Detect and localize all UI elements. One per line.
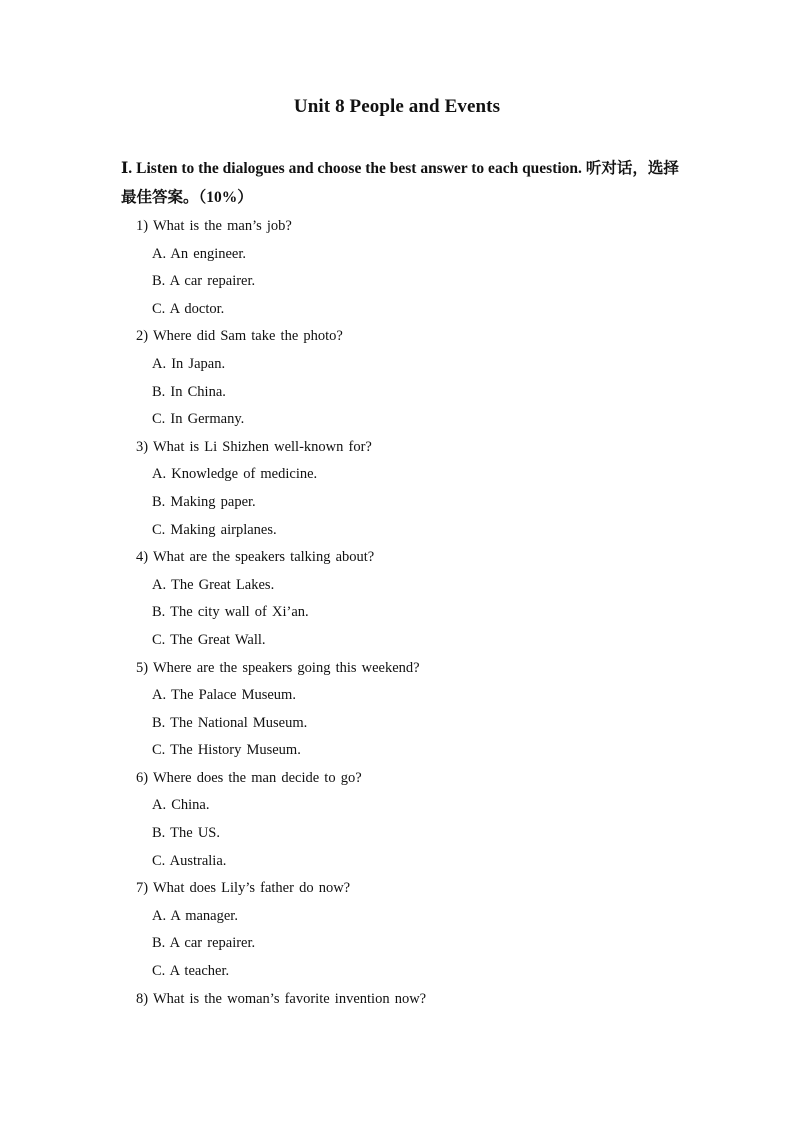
question-6-option-c: C. Australia. <box>152 852 227 869</box>
question-6-option-a: A. China. <box>152 797 210 814</box>
question-4-option-b: B. The city wall of Xi’an. <box>152 604 309 621</box>
instruction-chinese: 听对话，选择最佳答案。（10%） <box>121 160 679 206</box>
question-3-option-a: A. Knowledge of medicine. <box>152 466 318 483</box>
instruction-english: Listen to the dialogues and choose the best answer to each question. <box>136 160 582 177</box>
question-4: 4) What are the speakers talking about? <box>136 549 375 566</box>
question-5-option-a: A. The Palace Museum. <box>152 687 296 704</box>
question-5: 5) Where are the speakers going this weekend? <box>136 659 420 676</box>
question-list <box>136 213 696 1013</box>
question-7: 7) What does Lily’s father do now? <box>136 880 351 897</box>
question-1-option-a: A. An engineer. <box>152 245 247 262</box>
question-5-option-b: B. The National Museum. <box>152 714 308 731</box>
section-instruction <box>121 154 681 212</box>
question-2-option-b: B. In China. <box>152 383 226 400</box>
question-2: 2) Where did Sam take the photo? <box>136 328 343 345</box>
question-7-option-a: A. A manager. <box>152 907 238 924</box>
question-5-option-c: C. The History Museum. <box>152 742 301 759</box>
question-2-option-c: C. In Germany. <box>152 411 245 428</box>
question-3-option-c: C. Making airplanes. <box>152 521 277 538</box>
question-1-option-b: B. A car repairer. <box>152 273 256 290</box>
question-7-option-b: B. A car repairer. <box>152 935 256 952</box>
section-numeral: Ⅰ. <box>121 160 133 177</box>
question-6: 6) Where does the man decide to go? <box>136 769 362 786</box>
question-3-option-b: B. Making paper. <box>152 493 256 510</box>
question-1-option-c: C. A doctor. <box>152 300 225 317</box>
question-6-option-b: B. The US. <box>152 825 220 842</box>
question-3: 3) What is Li Shizhen well-known for? <box>136 438 372 455</box>
question-4-option-a: A. The Great Lakes. <box>152 576 275 593</box>
question-8: 8) What is the woman’s favorite invention now? <box>136 990 427 1007</box>
question-7-option-c: C. A teacher. <box>152 963 230 980</box>
question-1: 1) What is the man’s job? <box>136 218 292 234</box>
question-4-option-c: C. The Great Wall. <box>152 631 266 648</box>
question-2-option-a: A. In Japan. <box>152 355 226 372</box>
page-title: Unit 8 People and Events <box>293 96 501 117</box>
